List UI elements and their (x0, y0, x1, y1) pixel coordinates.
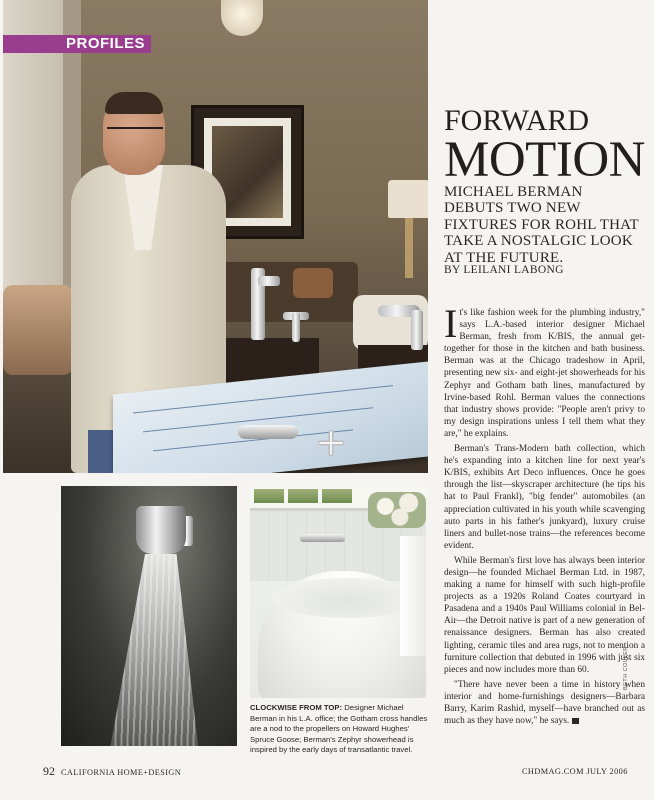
hero-faucet-handle-right-stem (292, 312, 300, 342)
article-body (444, 301, 645, 730)
body-paragraph-1 (444, 301, 645, 440)
hero-designer-hair (105, 92, 163, 114)
page-number: 92 (43, 764, 55, 778)
headline-line-1: FORWARD (444, 104, 590, 137)
end-mark-icon (572, 718, 579, 724)
caption-text: Designer Michael Berman in his L.A. office; the Gotham cross handles are a nod to the propellers on Howard Hughes' Spruce Goose; Berman's Zephyr showerhead is inspired by the early days of transatlantic travel. (250, 703, 428, 755)
hero-gotham-handle (238, 425, 298, 439)
tub-curtain (400, 536, 426, 656)
hero-table-lamp-base (405, 218, 413, 278)
photo-bathtub (250, 486, 426, 698)
magazine-name: CALIFORNIA HOME+DESIGN (61, 768, 182, 777)
byline-prefix: BY (444, 264, 461, 276)
body-paragraph-1-text: t's like fashion week for the plumbing industry," says L.A.-based interior designer Michael Berman, fresh from K/BIS, the annual get-together for those in the kitchen and bath business. Berman was at the Chicago tradeshow in April, presenting new six- and eight-jet showerheads for his Zephyr and Gotham bath lines, manufactured by Irvine-based Rohl. Berman values the connections that industry shows provide: "People aren't privy to my design inspirations unless I tell them what they are," he explains. (444, 308, 645, 439)
hero-designer-glasses (107, 127, 163, 141)
hero-chair (3, 285, 73, 375)
byline (444, 264, 564, 276)
headline-line-2: MOTION (444, 132, 645, 188)
hero-faucet-spout-arm (258, 276, 280, 286)
tub-flowers (368, 492, 426, 528)
hero-gotham-cross-handle (318, 430, 344, 456)
hero-ceiling-lamp (221, 0, 263, 36)
tub-faucet (300, 534, 345, 542)
caption-lead: CLOCKWISE FROM TOP: (250, 703, 343, 712)
footer-left (43, 764, 181, 779)
shower-water-streaks (109, 554, 199, 746)
body-paragraph-2: Berman's Trans-Modern bath collection, which he's expanding into a kitchen line for next year's K/BIS, exhibits Art Deco influences. Once he goes through the list—skyscraper architecture (he tips his hat to Paul Frankl), "big fender" automobiles (an appreciation cultivated in his youth while scavenging auto parts in his father's junkyard), luxury cruise liners and bullet-nose trains—the references become evident. (444, 444, 645, 551)
section-tag: PROFILES (3, 35, 151, 53)
tub-window-pane (322, 489, 352, 503)
tub-window-pane (288, 489, 318, 503)
byline-author: LEILANI LABONG (463, 264, 564, 276)
body-paragraph-3: While Berman's first love has always been interior design—he founded Michael Berman Ltd. in 1987, making a name for himself with such high-profile projects as a 1920s Roland Coates courtyard in Pasadena and a 1940s Paul Williams colonial in Bel-Air—the Detroit native is part of a new generation of renaissance designers. Berman has also created lighting, ceramic tiles and area rugs, not to mention a furniture collection that debuted in 1996 with just six pieces and now includes more than 60. (444, 555, 645, 675)
hero-faucet-right-stem (411, 310, 423, 350)
tub-window-pane (254, 489, 284, 503)
body-paragraph-4 (444, 679, 645, 727)
showerhead-icon (136, 506, 186, 554)
article-dek: MICHAEL BERMAN DEBUTS TWO NEW FIXTURES FOR ROHL THAT TAKE A NOSTALGIC LOOK AT THE FUTURE. (444, 184, 639, 266)
hero-pillow (293, 268, 333, 298)
drop-cap: I (444, 301, 458, 346)
body-paragraph-4-text: "There have never been a time in history when interior and home-furnishings designers—Barbara Barry, Karim Rashid, myself—have branched out as much as they have now," he says. (444, 679, 645, 727)
photo-zephyr-showerhead (61, 486, 237, 746)
footer-right: CHDMAG.COM JULY 2006 (522, 767, 628, 776)
hero-photo-designer (3, 0, 428, 473)
hero-table-lamp-shade (388, 180, 428, 218)
photo-credit: BETH COLLER (623, 646, 629, 690)
photo-caption (250, 703, 430, 756)
